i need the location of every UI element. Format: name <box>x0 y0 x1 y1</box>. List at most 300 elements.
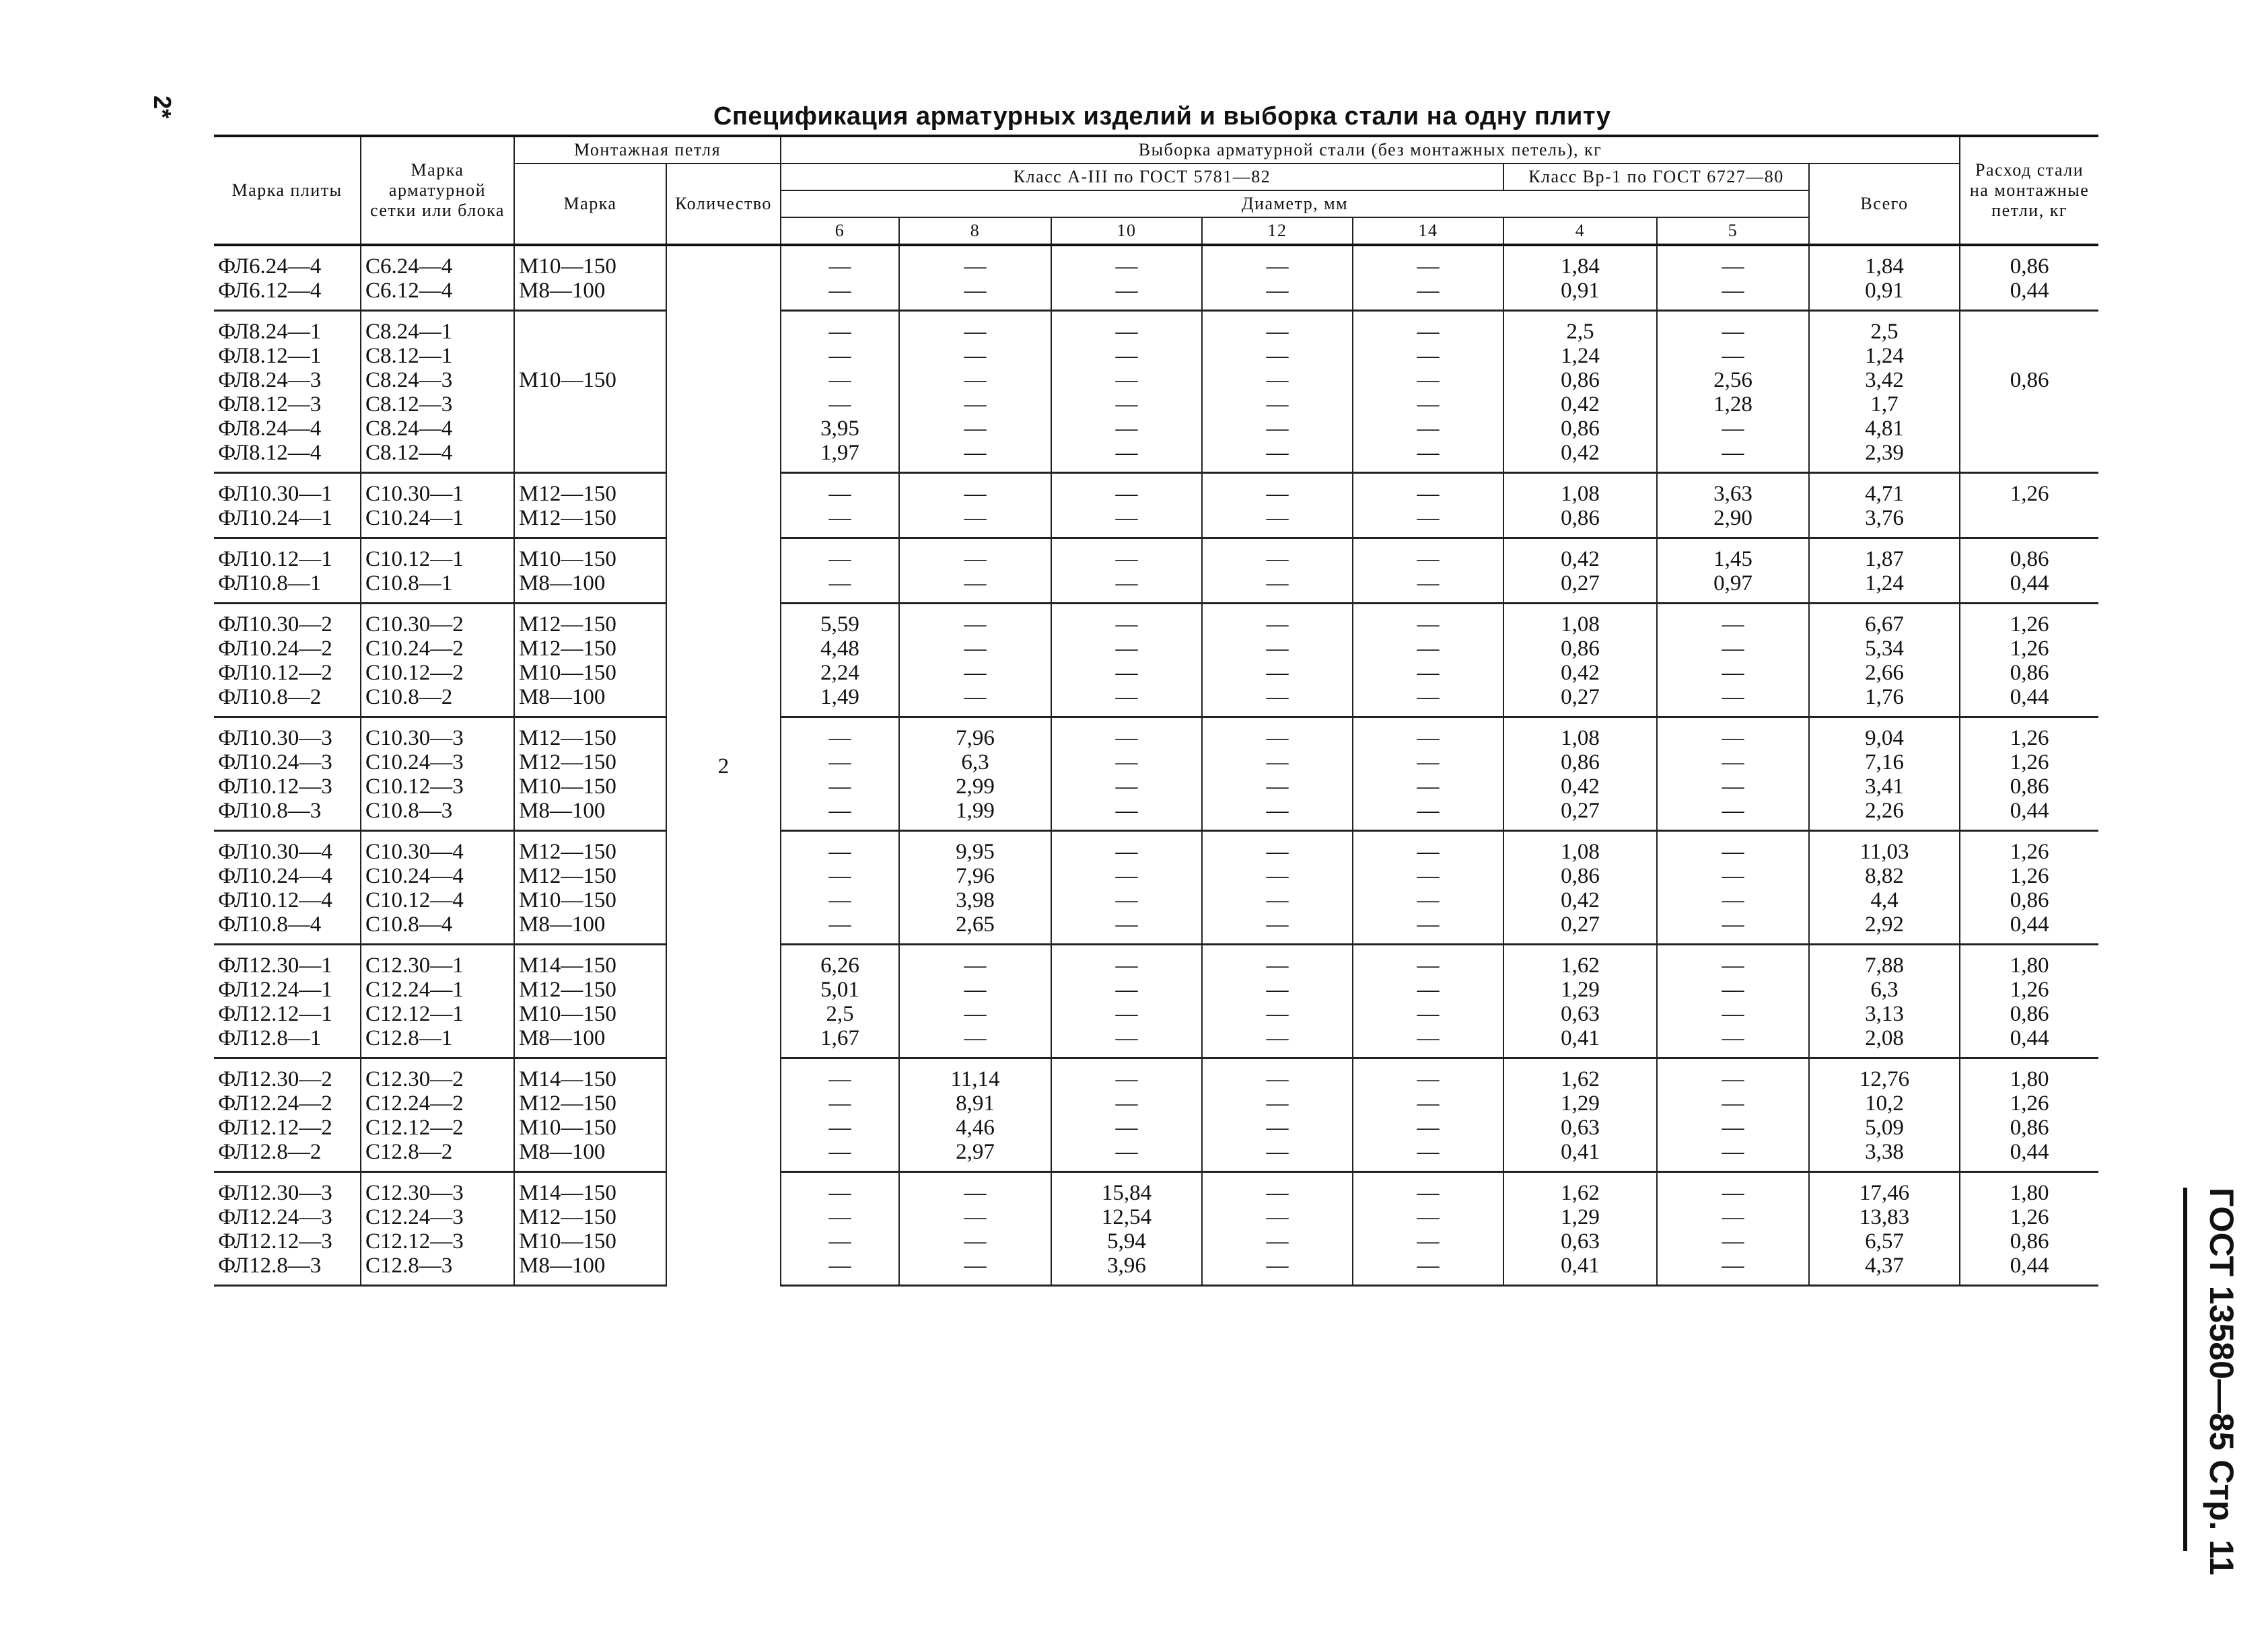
spec-table <box>214 135 2098 1287</box>
petlya-mark-cell <box>514 311 666 473</box>
d5-value: — <box>1722 1254 1744 1278</box>
d4-value: 1,29 <box>1561 1205 1600 1229</box>
d4-value: 0,42 <box>1561 774 1600 799</box>
d4-value-cell <box>1503 473 1657 538</box>
d5-value: 1,28 <box>1713 392 1752 417</box>
d8-value: 3,98 <box>956 888 995 912</box>
setka-mark-cell <box>361 245 514 311</box>
d4-value-cell <box>1503 945 1657 1058</box>
plita-mark-cell <box>214 245 361 311</box>
d4-value-cell <box>1503 245 1657 311</box>
rashod-value: 0,44 <box>2010 1254 2049 1278</box>
vsego-value: 4,81 <box>1865 417 1904 441</box>
petlya-mark <box>519 392 662 417</box>
vsego-value: 1,87 <box>1865 547 1904 571</box>
d12-value: — <box>1266 1091 1289 1116</box>
d6-value: — <box>828 254 851 279</box>
d12-value: — <box>1266 254 1289 279</box>
setka-mark: С10.24—1 <box>365 506 464 530</box>
plita-mark: ФЛ12.30—3 <box>218 1181 332 1205</box>
d12-value: — <box>1266 750 1289 774</box>
d5-value: — <box>1722 864 1744 888</box>
d12-value-cell <box>1202 831 1353 945</box>
vsego-value: 10,2 <box>1865 1091 1904 1116</box>
d12-value: — <box>1266 685 1289 709</box>
d10-value-cell <box>1051 311 1202 473</box>
d8-value: 7,96 <box>956 864 995 888</box>
petlya-mark: М12—150 <box>519 482 616 506</box>
rashod-value-cell <box>1960 473 2098 538</box>
petlya-mark: М10—150 <box>519 547 616 571</box>
vsego-value: 13,83 <box>1859 1205 1910 1229</box>
header-marka-plity: Марка плиты <box>214 136 361 245</box>
d6-value: 5,59 <box>820 612 859 637</box>
d6-value: 1,67 <box>820 1026 859 1050</box>
d8-value: — <box>964 661 987 685</box>
d6-value-cell <box>781 245 899 311</box>
petlya-mark <box>519 344 662 368</box>
petlya-mark: М10—150 <box>519 368 616 392</box>
vsego-value: 1,84 <box>1865 254 1904 279</box>
d8-value: — <box>964 1181 987 1205</box>
d14-value: — <box>1417 637 1440 661</box>
d14-value: — <box>1417 320 1440 344</box>
d6-value: — <box>828 1205 851 1229</box>
rashod-value-cell <box>1960 538 2098 604</box>
d8-value: — <box>964 254 987 279</box>
d10-value: — <box>1115 864 1138 888</box>
vsego-value: 6,57 <box>1865 1229 1904 1254</box>
d6-value: 3,95 <box>820 417 859 441</box>
petlya-mark: М14—150 <box>519 1067 616 1091</box>
d12-value: — <box>1266 571 1289 595</box>
vsego-value-cell <box>1809 538 1960 604</box>
d5-value-cell <box>1657 945 1809 1058</box>
petlya-mark: М8—100 <box>519 571 606 595</box>
rashod-value: 0,86 <box>2010 1116 2049 1140</box>
plita-mark: ФЛ12.8—1 <box>218 1026 322 1050</box>
vsego-value: 7,88 <box>1865 953 1904 978</box>
setka-mark: С10.24—3 <box>365 750 464 774</box>
d14-value: — <box>1417 799 1440 823</box>
d14-value-cell <box>1353 604 1503 717</box>
vsego-value-cell <box>1809 1058 1960 1172</box>
d12-value: — <box>1266 612 1289 637</box>
d5-value: — <box>1722 637 1744 661</box>
table-row <box>214 831 2098 945</box>
d6-value: — <box>828 774 851 799</box>
petlya-mark: М10—150 <box>519 661 616 685</box>
plita-mark: ФЛ8.24—3 <box>218 368 322 392</box>
vsego-value: 8,82 <box>1865 864 1904 888</box>
header-d12: 12 <box>1202 217 1353 245</box>
d10-value: 12,54 <box>1101 1205 1152 1229</box>
d6-value: — <box>828 368 851 392</box>
plita-mark: ФЛ12.12—2 <box>218 1116 332 1140</box>
d12-value: — <box>1266 368 1289 392</box>
d4-value: 1,84 <box>1561 254 1600 279</box>
rashod-value: 1,80 <box>2010 1181 2049 1205</box>
d12-value: — <box>1266 1116 1289 1140</box>
setka-mark-cell <box>361 604 514 717</box>
plita-mark-cell <box>214 604 361 717</box>
petlya-mark-cell <box>514 604 666 717</box>
d12-value-cell <box>1202 1058 1353 1172</box>
header-d10: 10 <box>1051 217 1202 245</box>
d8-value: — <box>964 506 987 530</box>
setka-mark: С12.8—2 <box>365 1140 453 1164</box>
d6-value: — <box>828 799 851 823</box>
d14-value: — <box>1417 840 1440 864</box>
vsego-value: 2,26 <box>1865 799 1904 823</box>
petlya-mark-cell <box>514 1058 666 1172</box>
d6-value: — <box>828 279 851 303</box>
page-title: Спецификация арматурных изделий и выборка стали на одну плиту <box>713 102 1611 131</box>
petlya-mark: М14—150 <box>519 953 616 978</box>
d8-value-cell <box>899 1172 1051 1286</box>
petlya-mark-cell <box>514 1172 666 1286</box>
setka-mark: С6.24—4 <box>365 254 453 279</box>
vsego-value-cell <box>1809 473 1960 538</box>
vsego-value-cell <box>1809 1172 1960 1286</box>
plita-mark: ФЛ8.12—3 <box>218 392 322 417</box>
d14-value: — <box>1417 612 1440 637</box>
rashod-value-cell <box>1960 831 2098 945</box>
petlya-mark: М12—150 <box>519 864 616 888</box>
setka-mark: С12.30—2 <box>365 1067 464 1091</box>
setka-mark: С6.12—4 <box>365 279 453 303</box>
vsego-value: 17,46 <box>1859 1181 1910 1205</box>
d10-value: — <box>1115 953 1138 978</box>
petlya-mark: М12—150 <box>519 612 616 637</box>
d14-value-cell <box>1353 473 1503 538</box>
side-rule <box>2183 1188 2187 1551</box>
rashod-value <box>1964 392 2094 417</box>
d4-value: 0,42 <box>1561 547 1600 571</box>
d8-value: — <box>964 547 987 571</box>
d14-value: — <box>1417 279 1440 303</box>
d14-value-cell <box>1353 311 1503 473</box>
table-row <box>214 473 2098 538</box>
header-montazh-petlya: Монтажная петля <box>514 136 781 164</box>
d4-value: 0,27 <box>1561 571 1600 595</box>
rashod-value: 1,26 <box>2010 750 2049 774</box>
d5-value: — <box>1722 726 1744 750</box>
d14-value: — <box>1417 661 1440 685</box>
d4-value: 0,86 <box>1561 368 1600 392</box>
d8-value: — <box>964 482 987 506</box>
d8-value: — <box>964 685 987 709</box>
d8-value: — <box>964 571 987 595</box>
plita-mark: ФЛ8.24—4 <box>218 417 322 441</box>
d10-value-cell <box>1051 831 1202 945</box>
d4-value-cell <box>1503 831 1657 945</box>
d6-value-cell <box>781 717 899 831</box>
petlya-mark: М12—150 <box>519 1091 616 1116</box>
d4-value: 0,27 <box>1561 685 1600 709</box>
d6-value: 6,26 <box>820 953 859 978</box>
table-row <box>214 604 2098 717</box>
setka-mark: С10.8—4 <box>365 912 453 937</box>
vsego-value-cell <box>1809 831 1960 945</box>
d10-value: 5,94 <box>1107 1229 1146 1254</box>
header-marka-setki: Марка арматурной сетки или блока <box>361 136 514 245</box>
d12-value: — <box>1266 1002 1289 1026</box>
vsego-value: 3,38 <box>1865 1140 1904 1164</box>
d5-value-cell <box>1657 1058 1809 1172</box>
d14-value: — <box>1417 1002 1440 1026</box>
d14-value: — <box>1417 417 1440 441</box>
d6-value: — <box>828 547 851 571</box>
d12-value: — <box>1266 799 1289 823</box>
d6-value: — <box>828 392 851 417</box>
setka-mark-cell <box>361 1058 514 1172</box>
d10-value: — <box>1115 441 1138 465</box>
header-class-a3: Класс A-III по ГОСТ 5781—82 <box>781 164 1503 190</box>
petlya-mark: М8—100 <box>519 1254 606 1278</box>
petlya-mark-cell <box>514 538 666 604</box>
d4-value: 0,63 <box>1561 1116 1600 1140</box>
vsego-value: 3,41 <box>1865 774 1904 799</box>
table-row <box>214 717 2098 831</box>
vsego-value: 1,24 <box>1865 571 1904 595</box>
d6-value-cell <box>781 473 899 538</box>
d10-value: — <box>1115 685 1138 709</box>
d6-value-cell <box>781 945 899 1058</box>
plita-mark-cell <box>214 473 361 538</box>
d8-value: — <box>964 637 987 661</box>
rashod-value: 1,26 <box>2010 482 2049 506</box>
d14-value: — <box>1417 344 1440 368</box>
setka-mark: С12.12—2 <box>365 1116 464 1140</box>
plita-mark: ФЛ12.8—2 <box>218 1140 322 1164</box>
d10-value: — <box>1115 1116 1138 1140</box>
d10-value: — <box>1115 888 1138 912</box>
petlya-kolichestvo: 2 <box>666 245 781 1286</box>
d12-value: — <box>1266 953 1289 978</box>
d10-value: — <box>1115 726 1138 750</box>
d5-value: 2,56 <box>1713 368 1752 392</box>
plita-mark: ФЛ10.12—1 <box>218 547 332 571</box>
setka-mark: С8.24—3 <box>365 368 453 392</box>
setka-mark-cell <box>361 945 514 1058</box>
d5-value: — <box>1722 888 1744 912</box>
d5-value: — <box>1722 978 1744 1002</box>
side-label <box>2190 1188 2241 1576</box>
petlya-mark <box>519 441 662 465</box>
header-vsego: Всего <box>1809 164 1960 245</box>
d8-value-cell <box>899 473 1051 538</box>
d6-value-cell <box>781 1172 899 1286</box>
d10-value-cell <box>1051 717 1202 831</box>
vsego-value: 1,76 <box>1865 685 1904 709</box>
d4-value-cell <box>1503 538 1657 604</box>
petlya-mark: М12—150 <box>519 506 616 530</box>
d4-value-cell <box>1503 1058 1657 1172</box>
d10-value: — <box>1115 254 1138 279</box>
setka-mark: С10.24—4 <box>365 864 464 888</box>
d14-value-cell <box>1353 831 1503 945</box>
petlya-mark <box>519 417 662 441</box>
d6-value: — <box>828 1116 851 1140</box>
d10-value: — <box>1115 1067 1138 1091</box>
rashod-value: 0,44 <box>2010 279 2049 303</box>
setka-mark: С10.8—1 <box>365 571 453 595</box>
header-petlya-marka: Марка <box>514 164 666 245</box>
d5-value: — <box>1722 750 1744 774</box>
plita-mark: ФЛ10.24—2 <box>218 637 332 661</box>
plita-mark: ФЛ12.24—1 <box>218 978 332 1002</box>
d5-value: — <box>1722 417 1744 441</box>
d12-value: — <box>1266 1067 1289 1091</box>
rashod-value: 0,86 <box>2010 888 2049 912</box>
d10-value: — <box>1115 547 1138 571</box>
d14-value-cell <box>1353 717 1503 831</box>
d12-value: — <box>1266 978 1289 1002</box>
d14-value: — <box>1417 547 1440 571</box>
setka-mark: С10.30—2 <box>365 612 464 637</box>
d14-value: — <box>1417 978 1440 1002</box>
rashod-value-cell <box>1960 717 2098 831</box>
vsego-value: 4,37 <box>1865 1254 1904 1278</box>
plita-mark: ФЛ10.12—3 <box>218 774 332 799</box>
rashod-value: 0,44 <box>2010 1026 2049 1050</box>
vsego-value: 12,76 <box>1859 1067 1910 1091</box>
d4-value: 1,08 <box>1561 482 1600 506</box>
header-d5: 5 <box>1657 217 1809 245</box>
d8-value-cell <box>899 311 1051 473</box>
d12-value: — <box>1266 547 1289 571</box>
d5-value-cell <box>1657 717 1809 831</box>
d4-value: 0,27 <box>1561 912 1600 937</box>
d5-value-cell <box>1657 245 1809 311</box>
d8-value: 2,65 <box>956 912 995 937</box>
plita-mark: ФЛ10.30—4 <box>218 840 332 864</box>
rashod-value: 0,86 <box>2010 254 2049 279</box>
d5-value: — <box>1722 612 1744 637</box>
vsego-value: 5,34 <box>1865 637 1904 661</box>
petlya-mark-cell <box>514 473 666 538</box>
petlya-mark: М10—150 <box>519 1229 616 1254</box>
d14-value: — <box>1417 1181 1440 1205</box>
d8-value: 9,95 <box>956 840 995 864</box>
rashod-value: 1,26 <box>2010 978 2049 1002</box>
d12-value: — <box>1266 1140 1289 1164</box>
setka-mark: С10.12—3 <box>365 774 464 799</box>
rashod-value-cell <box>1960 1058 2098 1172</box>
d8-value: — <box>964 612 987 637</box>
d12-value: — <box>1266 320 1289 344</box>
d14-value: — <box>1417 1254 1440 1278</box>
plita-mark: ФЛ10.8—3 <box>218 799 322 823</box>
setka-mark: С12.24—2 <box>365 1091 464 1116</box>
plita-mark: ФЛ10.30—1 <box>218 482 332 506</box>
d4-value: 0,63 <box>1561 1002 1600 1026</box>
d14-value: — <box>1417 888 1440 912</box>
rashod-value <box>1964 320 2094 344</box>
d8-value: 2,97 <box>956 1140 995 1164</box>
d10-value: — <box>1115 506 1138 530</box>
d4-value-cell <box>1503 604 1657 717</box>
d6-value: 1,97 <box>820 441 859 465</box>
d10-value: — <box>1115 637 1138 661</box>
plita-mark-cell <box>214 1172 361 1286</box>
petlya-mark: М12—150 <box>519 840 616 864</box>
petlya-mark: М8—100 <box>519 1140 606 1164</box>
d4-value: 0,86 <box>1561 417 1600 441</box>
rashod-value: 0,44 <box>2010 1140 2049 1164</box>
d5-value-cell <box>1657 538 1809 604</box>
header-petlya-kolichestvo: Количество <box>666 164 781 245</box>
plita-mark: ФЛ12.12—1 <box>218 1002 332 1026</box>
setka-mark: С8.24—1 <box>365 320 453 344</box>
d4-value: 0,86 <box>1561 750 1600 774</box>
d6-value: — <box>828 1254 851 1278</box>
plita-mark: ФЛ10.24—1 <box>218 506 332 530</box>
d6-value: 4,48 <box>820 637 859 661</box>
d10-value: — <box>1115 912 1138 937</box>
vsego-value: 3,42 <box>1865 368 1904 392</box>
petlya-mark <box>519 320 662 344</box>
d5-value: 1,45 <box>1713 547 1752 571</box>
plita-mark: ФЛ12.30—2 <box>218 1067 332 1091</box>
plita-mark: ФЛ6.24—4 <box>218 254 322 279</box>
setka-mark: С8.12—3 <box>365 392 453 417</box>
vsego-value-cell <box>1809 311 1960 473</box>
d6-value: 5,01 <box>820 978 859 1002</box>
d12-value: — <box>1266 506 1289 530</box>
table-row <box>214 1172 2098 1286</box>
plita-mark-cell <box>214 945 361 1058</box>
plita-mark: ФЛ10.24—4 <box>218 864 332 888</box>
d6-value: — <box>828 320 851 344</box>
d5-value: — <box>1722 320 1744 344</box>
d8-value-cell <box>899 604 1051 717</box>
d4-value: 0,63 <box>1561 1229 1600 1254</box>
d6-value-cell <box>781 604 899 717</box>
plita-mark: ФЛ12.8—3 <box>218 1254 322 1278</box>
rashod-value: 1,26 <box>2010 1091 2049 1116</box>
d5-value: — <box>1722 774 1744 799</box>
d6-value: — <box>828 1091 851 1116</box>
d14-value: — <box>1417 441 1440 465</box>
d14-value: — <box>1417 368 1440 392</box>
d14-value-cell <box>1353 245 1503 311</box>
d6-value: — <box>828 506 851 530</box>
d10-value: — <box>1115 1140 1138 1164</box>
plita-mark-cell <box>214 831 361 945</box>
d12-value: — <box>1266 1205 1289 1229</box>
d6-value-cell <box>781 831 899 945</box>
rashod-value-cell <box>1960 945 2098 1058</box>
d4-value: 0,27 <box>1561 799 1600 823</box>
table-row <box>214 245 2098 311</box>
plita-mark: ФЛ10.8—2 <box>218 685 322 709</box>
plita-mark: ФЛ6.12—4 <box>218 279 322 303</box>
rashod-value: 0,86 <box>2010 368 2049 392</box>
rashod-value: 1,80 <box>2010 953 2049 978</box>
d5-value: — <box>1722 344 1744 368</box>
d5-value: — <box>1722 1067 1744 1091</box>
setka-mark-cell <box>361 473 514 538</box>
d4-value: 1,08 <box>1561 612 1600 637</box>
d12-value: — <box>1266 441 1289 465</box>
rashod-value-cell <box>1960 245 2098 311</box>
setka-mark: С8.12—4 <box>365 441 453 465</box>
rashod-value: 0,86 <box>2010 661 2049 685</box>
petlya-mark: М8—100 <box>519 912 606 937</box>
d6-value: — <box>828 344 851 368</box>
